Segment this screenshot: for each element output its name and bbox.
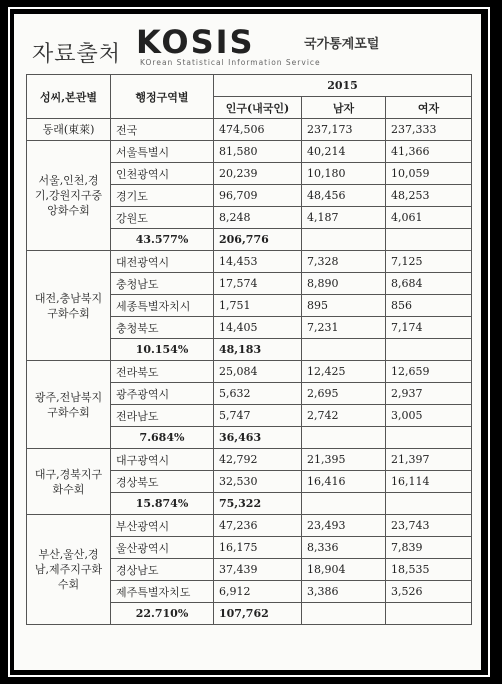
female-cell: 12,659 [386,361,472,383]
male-cell: 21,395 [302,449,386,471]
clan-group-name: 동래(東萊) [27,119,111,141]
female-cell: 3,526 [386,581,472,603]
female-cell: 41,366 [386,141,472,163]
female-cell: 7,839 [386,537,472,559]
region-cell: 충청북도 [111,317,214,339]
empty-cell [302,427,386,449]
female-cell: 856 [386,295,472,317]
clan-group-name: 부산,울산,경남,제주지구화수회 [27,515,111,625]
kosis-tagline: KOrean Statistical Information Service [140,58,321,67]
population-table [26,74,472,625]
region-cell: 광주광역시 [111,383,214,405]
population-cell: 14,405 [214,317,302,339]
empty-cell [386,603,472,625]
female-cell: 7,125 [386,251,472,273]
female-cell: 3,005 [386,405,472,427]
region-cell: 대구광역시 [111,449,214,471]
male-cell: 3,386 [302,581,386,603]
male-cell: 237,173 [302,119,386,141]
group-percent: 10.154% [111,339,214,361]
population-cell: 5,747 [214,405,302,427]
region-cell: 경상남도 [111,559,214,581]
male-cell: 7,328 [302,251,386,273]
group-percent: 7.684% [111,427,214,449]
table-body [27,119,472,625]
female-cell: 16,114 [386,471,472,493]
population-cell: 81,580 [214,141,302,163]
male-cell: 4,187 [302,207,386,229]
population-cell: 20,239 [214,163,302,185]
population-cell: 32,530 [214,471,302,493]
male-cell: 8,336 [302,537,386,559]
population-cell: 16,175 [214,537,302,559]
region-cell: 강원도 [111,207,214,229]
population-cell: 47,236 [214,515,302,537]
male-cell: 16,416 [302,471,386,493]
region-cell: 제주특별자치도 [111,581,214,603]
group-total: 48,183 [214,339,302,361]
region-cell: 부산광역시 [111,515,214,537]
female-cell: 4,061 [386,207,472,229]
population-cell: 25,084 [214,361,302,383]
male-cell: 2,742 [302,405,386,427]
group-total: 107,762 [214,603,302,625]
region-cell: 울산광역시 [111,537,214,559]
clan-group-name: 서울,인천,경기,강원지구중앙화수회 [27,141,111,251]
region-cell: 대전광역시 [111,251,214,273]
region-cell: 전라북도 [111,361,214,383]
group-total: 206,776 [214,229,302,251]
male-cell: 10,180 [302,163,386,185]
region-cell: 경상북도 [111,471,214,493]
male-cell: 18,904 [302,559,386,581]
female-cell: 10,059 [386,163,472,185]
female-cell: 2,937 [386,383,472,405]
region-cell: 전라남도 [111,405,214,427]
table-row [27,141,472,163]
clan-group-name: 대전,충남북지구화수회 [27,251,111,361]
population-cell: 6,912 [214,581,302,603]
male-cell: 7,231 [302,317,386,339]
region-cell: 인천광역시 [111,163,214,185]
clan-group-name: 대구,경북지구화수회 [27,449,111,515]
portal-name: 국가통계포털 [304,37,380,52]
male-cell: 895 [302,295,386,317]
group-percent: 43.577% [111,229,214,251]
clan-group-name: 광주,전남북지구화수회 [27,361,111,449]
header-year: 2015 [214,75,472,97]
population-cell: 42,792 [214,449,302,471]
header-row-top [27,75,472,97]
female-cell: 48,253 [386,185,472,207]
population-cell: 1,751 [214,295,302,317]
female-cell: 237,333 [386,119,472,141]
region-cell: 세종특별자치시 [111,295,214,317]
empty-cell [386,493,472,515]
population-cell: 14,453 [214,251,302,273]
group-total: 36,463 [214,427,302,449]
population-cell: 5,632 [214,383,302,405]
document-page [14,14,481,670]
region-cell: 서울특별시 [111,141,214,163]
female-cell: 8,684 [386,273,472,295]
table-row [27,119,472,141]
header-population: 인구(내국인) [214,97,302,119]
male-cell: 40,214 [302,141,386,163]
male-cell: 2,695 [302,383,386,405]
header-clan: 성씨,본관별 [27,75,111,119]
male-cell: 48,456 [302,185,386,207]
header-female: 여자 [386,97,472,119]
female-cell: 18,535 [386,559,472,581]
source-label: 자료출처 [32,42,122,67]
region-cell: 충청남도 [111,273,214,295]
table-row [27,449,472,471]
group-percent: 22.710% [111,603,214,625]
empty-cell [386,339,472,361]
kosis-logo: KOSIS [136,23,255,61]
population-cell: 37,439 [214,559,302,581]
empty-cell [302,493,386,515]
population-cell: 96,709 [214,185,302,207]
male-cell: 23,493 [302,515,386,537]
empty-cell [302,339,386,361]
empty-cell [386,427,472,449]
header-male: 남자 [302,97,386,119]
population-cell: 474,506 [214,119,302,141]
empty-cell [302,603,386,625]
region-cell: 경기도 [111,185,214,207]
empty-cell [302,229,386,251]
source-header [32,21,472,65]
table-row [27,515,472,537]
group-percent: 15.874% [111,493,214,515]
female-cell: 21,397 [386,449,472,471]
population-cell: 17,574 [214,273,302,295]
male-cell: 12,425 [302,361,386,383]
table-row [27,251,472,273]
table-row [27,361,472,383]
empty-cell [386,229,472,251]
region-cell: 전국 [111,119,214,141]
male-cell: 8,890 [302,273,386,295]
population-cell: 8,248 [214,207,302,229]
female-cell: 7,174 [386,317,472,339]
group-total: 75,322 [214,493,302,515]
header-region: 행정구역별 [111,75,214,119]
female-cell: 23,743 [386,515,472,537]
